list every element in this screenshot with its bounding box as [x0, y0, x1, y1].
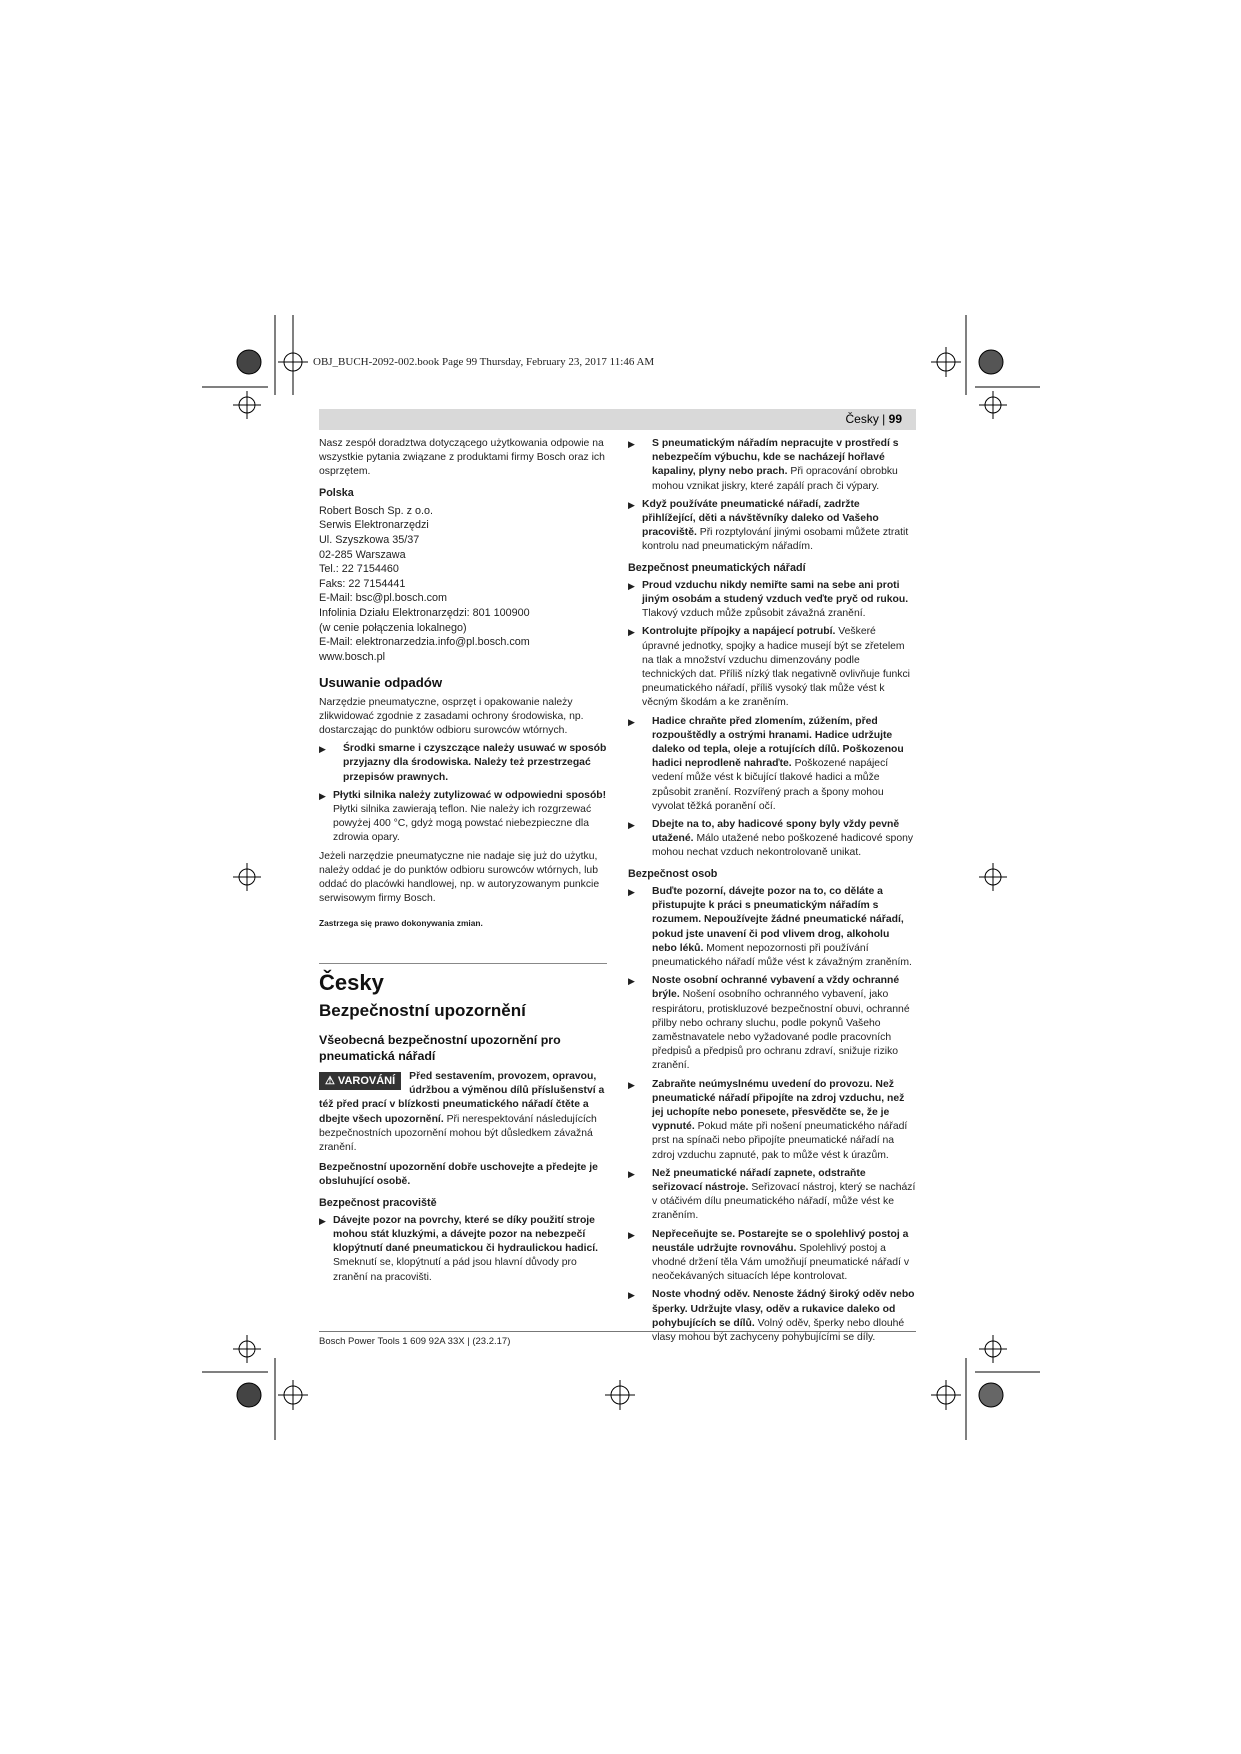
- address-line: www.bosch.pl: [319, 650, 386, 663]
- workplace-bullet-1: ▶ Dávejte pozor na povrchy, které se díky použití stroje mohou stát kluzkými, a dávejte pozor na nebezpečí klopýtnutí dané pneumatickou či hydraulickou hadicí. Smeknutí se, klopýtnutí a pád jsou hlavní důvody pro zranění na pracovišti.: [319, 1214, 599, 1283]
- page-header-bar: [319, 409, 916, 430]
- personal-bullet-2: ▶ Noste osobní ochranné vybavení a vždy ochranné brýle. Nošení osobního ochranného vybavení, jako respirátoru, protiskluzové bezpečnostní obuvi, ochranné přilby nebo ochrany sluchu, podle pokynů Vašeho zaměstnavatele nebo vyžadované podle pracovních předpisů a předpisů pro ochranu zdraví, snižuje riziko zranění.: [628, 975, 910, 1072]
- address-line: Tel.: 22 7154460: [319, 563, 399, 576]
- pneumatic-bullet-2: ▶ Kontrolujte přípojky a napájecí potrubí. Veškeré úpravné jednotky, spojky a hadice musejí být se zřetelem na tlak a množství vzduchu dimenzovány podle technických dat. Příliš nízký tlak negativně ovlivňuje funkci pneumatického nářadí, příliš vysoký tlak může vést k věcným škodám a ke zraněním.: [628, 626, 910, 709]
- page-header: [846, 412, 903, 426]
- pneumatic-bullet-1: ▶ Proud vzduchu nikdy nemiřte sami na sebe ani proti jiným osobám a studený vzduch veďte pryč od rukou. Tlakový vzduch může způsobit závažná zranění.: [628, 579, 909, 620]
- disposal-bullet-2: ▶ Płytki silnika należy zutylizować w odpowiedni sposób! Płytki silnika zawierają teflon. Nie należy ich rozgrzewać powyżej 400 °C, gdyż mogą powstać niebezpieczne dla zdrowia opary.: [319, 789, 607, 844]
- bullet-arrow-icon: ▶: [628, 1168, 635, 1179]
- bullet-arrow-icon: ▶: [628, 1229, 635, 1240]
- bullet-arrow-icon: ▶: [628, 439, 635, 449]
- header-separator: |: [878, 412, 889, 426]
- bullet-arrow-icon: ▶: [628, 627, 635, 638]
- bullet-arrow-icon: ▶: [319, 1215, 326, 1226]
- address-line: Serwis Elektronarzędzi: [319, 519, 429, 532]
- footer-rule: [319, 1331, 916, 1332]
- reserve-notice: Zastrzega się prawo dokonywania zmian.: [319, 918, 483, 929]
- personal-bullet-4: ▶ Než pneumatické nářadí zapnete, odstraňte seřizovací nástroje. Seřizovací nástroj, který se nachází v otáčivém dílu pneumatického nářadí, může vést ke zraněním.: [628, 1167, 916, 1222]
- address-line: Faks: 22 7154441: [319, 577, 406, 590]
- bullet-arrow-icon: ▶: [628, 499, 635, 510]
- address-line: (w cenie połączenia lokalnego): [319, 621, 467, 634]
- page-number: 99: [888, 412, 902, 426]
- bullet-arrow-icon: ▶: [628, 716, 635, 727]
- language-title: Česky: [319, 969, 384, 995]
- bullet-arrow-icon: ▶: [628, 1290, 635, 1301]
- address-line: E-Mail: bsc@pl.bosch.com: [319, 592, 447, 605]
- pneumatic-bullet-4: ▶ Dbejte na to, aby hadicové spony byly vždy pevně utažené. Málo utažené nebo poškozené hadicové spony mohou nechat vzduch nekontrolovaně unikat.: [628, 819, 914, 859]
- workplace-bullet-2: ▶ S pneumatickým nářadím nepracujte v prostředí s nebezpečím výbuchu, kde se nacházejí hořlavé kapaliny, plyny nebo prach. Při opracování obrobku mohou vznikat jiskry, které zapálí prach či výpary.: [628, 438, 899, 492]
- intro-paragraph: Nasz zespół doradztwa dotyczącego użytkowania odpowie na wszystkie pytania związane z produktami firmy Bosch oraz ich osprzętem.: [319, 438, 605, 478]
- address-line: E-Mail: elektronarzedzia.info@pl.bosch.com: [319, 636, 530, 649]
- header-section: Česky: [845, 412, 879, 426]
- pneumatic-safety-heading: Bezpečnost pneumatických nářadí: [628, 561, 806, 574]
- address-line: Robert Bosch Sp. z o.o.: [319, 504, 434, 517]
- pneumatic-bullet-3: ▶ Hadice chraňte před zlomením, zúžením, před rozpouštědly a ostrými hranami. Hadice udržujte daleko od tepla, oleje a rotujících dílů. Poškozenou hadici neprodleně nahraďte. Poškozené napájecí vedení může vést k bičující tlakové hadici a může způsobit zranění. Rozvířený prach a špony mohou vyvolat těžká poranění očí.: [628, 715, 904, 812]
- right-column: [628, 437, 916, 1349]
- address-line: Ul. Szyszkowa 35/37: [319, 534, 420, 546]
- book-file-info: OBJ_BUCH-2092-002.book Page 99 Thursday, February 23, 2017 11:46 AM: [313, 356, 655, 368]
- polska-heading: Polska: [319, 486, 354, 499]
- disposal-paragraph: Narzędzie pneumatyczne, osprzęt i opakowanie należy zlikwidować zgodnie z zasadami ochrony środowiska, np. dostarczając do punktów odbioru surowców wtórnych.: [319, 696, 584, 736]
- bullet-arrow-icon: ▶: [319, 744, 326, 755]
- warning-block: ⚠ VAROVÁNÍ Před sestavením, provozem, opravou, údržbou a výměnou dílů příslušenství a též před prací v blízkosti pneumatického nářadí čtěte a dbejte všech upozornění. Při nerespektování následujících bezpečnostních upozornění mohou být důsledkem závažná zranění.: [319, 1071, 605, 1154]
- disposal-bullet-1: ▶ Środki smarne i czyszczące należy usuwać w sposób przyjazny dla środowiska. Należy też przestrzegać przepisów prawnych.: [319, 743, 607, 783]
- personal-safety-heading: Bezpečnost osob: [628, 867, 718, 880]
- keep-notice: Bezpečnostní upozornění dobře uschovejte a předejte je obsluhující osobě.: [319, 1162, 598, 1188]
- disposal-heading: Usuwanie odpadów: [319, 675, 443, 691]
- workplace-bullet-3: ▶ Když používáte pneumatické nářadí, zadržte přihlížející, děti a návštěvníky daleko od Vašeho pracoviště. Při rozptylování jinými osobami můžete ztratit kontrolu nad pneumatickým nářadím.: [628, 498, 909, 553]
- personal-bullet-1: ▶ Buďte pozorní, dávejte pozor na to, co děláte a přistupujte k práci s pneumatickým nářadím s rozumem. Nepoužívejte žádné pneumatické nářadí, pokud jste unavení či pod vlivem drog, alkoholu nebo léků. Moment nepozornosti při používání pneumatického nářadí může vést k závažným zraněním.: [628, 885, 912, 968]
- address-line: 02-285 Warszawa: [319, 548, 406, 561]
- bullet-arrow-icon: ▶: [628, 886, 635, 897]
- address-line: Infolinia Działu Elektronarzędzi: 801 100900: [319, 606, 530, 619]
- safety-heading: Bezpečnostní upozornění: [319, 1000, 526, 1020]
- workplace-heading: Bezpečnost pracoviště: [319, 1196, 437, 1209]
- bullet-arrow-icon: ▶: [628, 1079, 635, 1090]
- bullet-arrow-icon: ▶: [628, 976, 635, 987]
- personal-bullet-5: ▶ Nepřeceňujte se. Postarejte se o spolehlivý postoj a neustále udržujte rovnováhu. Spolehlivý postoj a vhodné držení těla Vám umožňují pneumatické nářadí v neočekávaných situacích lépe kontrolovat.: [628, 1228, 910, 1283]
- personal-bullet-3: ▶ Zabraňte neúmyslnému uvedení do provozu. Než pneumatické nářadí připojíte na zdroj vzduchu, než jej uchopíte nebo ponesete, přesvědčte se, že je vypnuté. Pokud máte při nošení pneumatického nářadí prst na spínači nebo připojíte pneumatické nářadí na zdroj vzduchu zapnuté, pak to může vést k úrazům.: [628, 1078, 908, 1161]
- bullet-arrow-icon: ▶: [319, 790, 326, 801]
- address-block: [319, 504, 607, 665]
- footer-text: Bosch Power Tools 1 609 92A 33X | (23.2.17): [319, 1336, 511, 1347]
- personal-bullet-6: ▶ Noste vhodný oděv. Nenoste žádný široký oděv nebo šperky. Udržujte vlasy, oděv a rukavice daleko od pohybujících se dílů. Volný oděv, šperky nebo dlouhé vlasy mohou být zachyceny pohybujícími se díly.: [628, 1289, 915, 1343]
- bullet-arrow-icon: ▶: [628, 820, 635, 831]
- disposal-paragraph-2: Jeżeli narzędzie pneumatyczne nie nadaje się już do użytku, należy oddać je do punktów odbioru surowców wtórnych, lub oddać do placówki handlowej, np. w autoryzowanym punkcie serwisowym firmy Bosch.: [319, 850, 600, 905]
- bullet-arrow-icon: ▶: [628, 580, 635, 591]
- left-column: [319, 437, 607, 1289]
- general-safety-heading: Všeobecná bezpečnostní upozornění pro pneumatická nářadí: [319, 1033, 561, 1063]
- warning-badge: ⚠ VAROVÁNÍ: [319, 1072, 401, 1090]
- section-divider: [319, 963, 607, 964]
